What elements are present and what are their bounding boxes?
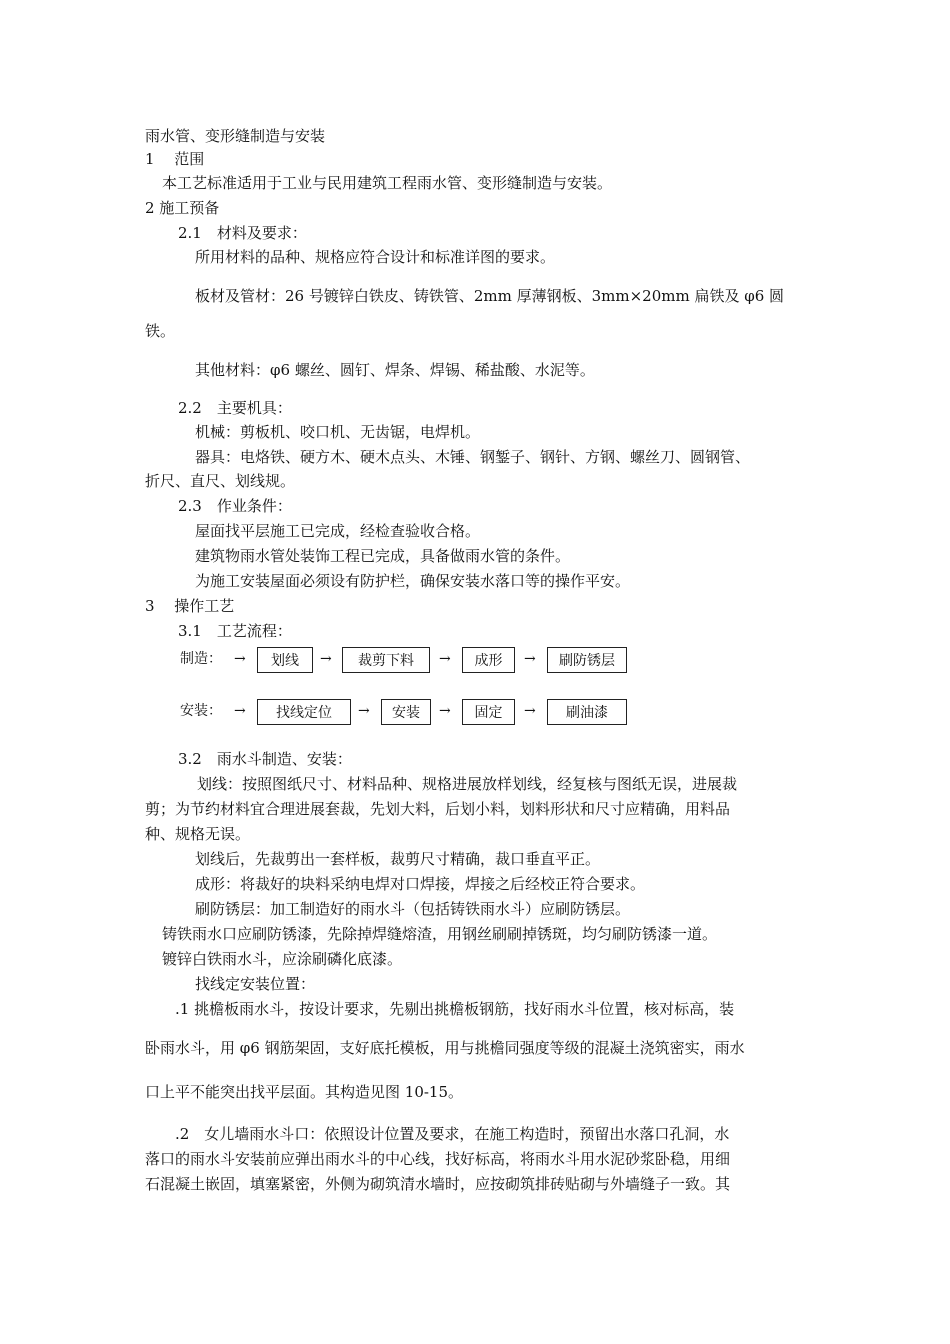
section-3-2-text-5: 铸铁雨水口应刷防锈漆，先除掉焊缝熔渣，用钢丝刷刷掉锈斑，均匀刷防锈漆一道。 xyxy=(162,925,718,943)
flow-step-box: 成形 xyxy=(462,647,515,673)
section-2-heading: 2 施工预备 xyxy=(145,199,220,217)
flow-arrow: → xyxy=(234,703,246,719)
section-3-2-text-6: 镀锌白铁雨水斗，应涂刷磷化底漆。 xyxy=(162,950,403,968)
section-2-1-text-3: 其他材料：φ6 螺丝、圆钉、焊条、焊锡、稀盐酸、水泥等。 xyxy=(195,361,595,379)
section-3-2-heading: 3.2 雨水斗制造、安装： xyxy=(178,750,352,768)
flow-arrow: → xyxy=(234,651,246,667)
section-3-2-text-2: 划线后，先裁剪出一套样板，裁剪尺寸精确，裁口垂直平正。 xyxy=(195,850,601,868)
section-1-heading: 1 范围 xyxy=(145,150,205,168)
flow-manufacture-label: 制造： xyxy=(180,651,222,667)
section-3-2-text-1a: 划线：按照图纸尺寸、材料品种、规格进展放样划线，经复核与图纸无误，进展裁 xyxy=(197,775,738,793)
section-3-2-text-3: 成形：将裁好的块料采纳电焊对口焊接，焊接之后经校正符合要求。 xyxy=(195,875,646,893)
flow-step-box: 刷防锈层 xyxy=(547,647,627,673)
flow-installation-label: 安装： xyxy=(180,703,222,719)
section-2-3-heading: 2.3 作业条件： xyxy=(178,497,292,515)
flow-step-box: 裁剪下料 xyxy=(342,647,430,673)
section-2-1-text-2a: 板材及管材：26 号镀锌白铁皮、铸铁管、2mm 厚薄钢板、3mm×20mm 扁铁及 φ6 圆 xyxy=(195,287,785,305)
flow-step-box: 划线 xyxy=(257,647,313,673)
section-3-2-text-9b: 落口的雨水斗安装前应弹出雨水斗的中心线，找好标高，将雨水斗用水泥砂浆卧稳，用细 xyxy=(145,1150,731,1168)
flow-arrow: → xyxy=(320,651,332,667)
section-3-2-text-9c: 石混凝土嵌固，填塞紧密，外侧为砌筑清水墙时，应按砌筑排砖贴砌与外墙缝子一致。其 xyxy=(145,1175,731,1193)
section-3-2-text-7: 找线定安装位置： xyxy=(195,975,316,993)
flow-step-box: 刷油漆 xyxy=(547,699,627,725)
section-3-2-text-1c: 种、规格无误。 xyxy=(145,825,251,843)
section-2-1-text-2b: 铁。 xyxy=(145,322,176,340)
document-title: 雨水管、变形缝制造与安装 xyxy=(145,127,326,145)
flow-arrow: → xyxy=(439,651,451,667)
flow-arrow: → xyxy=(439,703,451,719)
flow-step-box: 找线定位 xyxy=(257,699,351,725)
section-3-2-text-8b: 卧雨水斗，用 φ6 钢筋架固，支好底托模板，用与挑檐同强度等级的混凝土浇筑密实，雨水 xyxy=(145,1039,745,1057)
section-2-1-text-1: 所用材料的品种、规格应符合设计和标准详图的要求。 xyxy=(195,248,556,266)
flow-arrow: → xyxy=(524,703,536,719)
section-2-2-text-1: 机械：剪板机、咬口机、无齿锯，电焊机。 xyxy=(195,423,481,441)
flow-step-box: 安装 xyxy=(381,699,431,725)
section-2-2-text-2b: 折尺、直尺、划线规。 xyxy=(145,472,296,490)
section-2-3-text-3: 为施工安装屋面必须设有防护栏，确保安装水落口等的操作平安。 xyxy=(195,572,631,590)
section-3-heading: 3 操作工艺 xyxy=(145,597,235,615)
flow-arrow: → xyxy=(358,703,370,719)
section-3-2-text-8c: 口上平不能突出找平层面。其构造见图 10-15。 xyxy=(145,1083,464,1101)
section-2-2-heading: 2.2 主要机具： xyxy=(178,399,292,417)
section-3-2-text-9a: .2 女儿墙雨水斗口：依照设计位置及要求，在施工构造时，预留出水落口孔洞，水 xyxy=(175,1125,730,1143)
section-1-text: 本工艺标准适用于工业与民用建筑工程雨水管、变形缝制造与安装。 xyxy=(162,174,613,192)
section-2-1-heading: 2.1 材料及要求： xyxy=(178,224,307,242)
section-3-1-heading: 3.1 工艺流程： xyxy=(178,622,292,640)
section-2-3-text-2: 建筑物雨水管处装饰工程已完成，具备做雨水管的条件。 xyxy=(195,547,571,565)
section-3-2-text-8a: .1 挑檐板雨水斗，按设计要求，先剔出挑檐板钢筋，找好雨水斗位置，核对标高，装 xyxy=(175,1000,735,1018)
section-2-3-text-1: 屋面找平层施工已完成，经检查验收合格。 xyxy=(195,522,481,540)
section-3-2-text-4: 刷防锈层：加工制造好的雨水斗（包括铸铁雨水斗）应刷防锈层。 xyxy=(195,900,631,918)
flow-step-box: 固定 xyxy=(462,699,515,725)
section-2-2-text-2a: 器具：电烙铁、硬方木、硬木点头、木锤、钢錾子、钢针、方钢、螺丝刀、圆钢管、 xyxy=(195,448,751,466)
flow-arrow: → xyxy=(524,651,536,667)
section-3-2-text-1b: 剪；为节约材料宜合理进展套裁，先划大料，后划小料，划料形状和尺寸应精确，用料品 xyxy=(145,800,731,818)
